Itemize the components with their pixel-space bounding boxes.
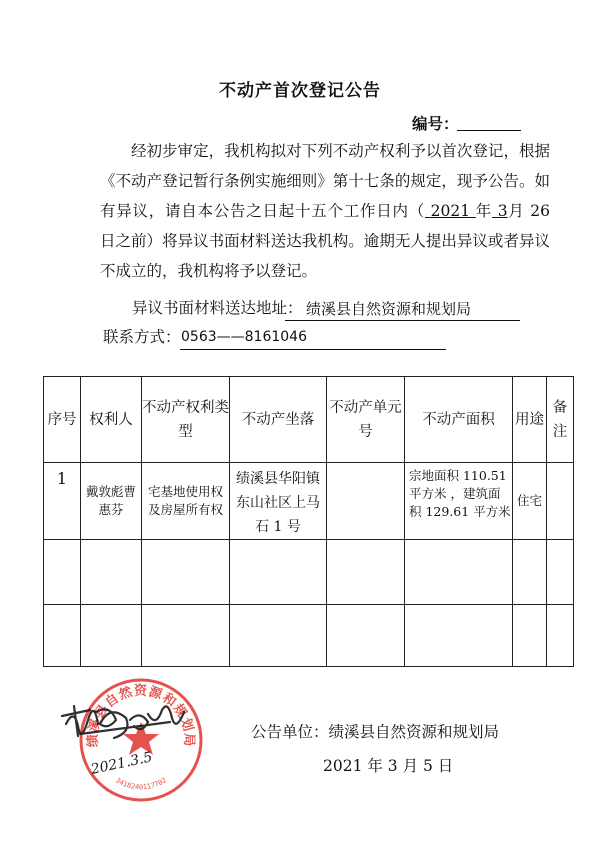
- cell-holders: 戴敦彪曹惠芬: [81, 463, 142, 540]
- header-remark: 备注: [547, 377, 574, 463]
- contact-label: 联系方式：: [103, 328, 181, 346]
- seal-text: 绩溪县自然资源和规划局: [85, 683, 197, 748]
- cell-area: 宗地面积 110.51 平方米 ，建筑面积 129.61 平方米: [405, 463, 513, 540]
- address-label: 异议书面材料送达地址：: [132, 299, 303, 317]
- issue-date: 2021 年 3 月 5 日: [323, 757, 454, 775]
- cell-remark: [547, 463, 574, 540]
- paragraph-text-2: 月 26 日之前）将异议书面材料送达我机构。逾期无人提出异议或者异议不成立的，我机构将予以登记。: [100, 202, 550, 280]
- cell-usage: 住宅: [513, 463, 547, 540]
- header-usage: 用途: [513, 377, 547, 463]
- table-row-empty: [44, 605, 574, 667]
- year-suffix: 年: [475, 202, 493, 220]
- notice-paragraph: [100, 136, 550, 286]
- notice-body: [100, 136, 550, 286]
- registration-table: [43, 376, 574, 667]
- address-underline: [285, 320, 520, 321]
- header-holders: 权利人: [81, 377, 142, 463]
- header-location: 不动产坐落: [230, 377, 327, 463]
- document-number-label: 编号：: [412, 115, 459, 133]
- table-row-empty: [44, 540, 574, 605]
- header-area: 不动产面积: [405, 377, 513, 463]
- address-value: 绩溪县自然资源和规划局: [306, 300, 472, 318]
- signature-date: 2021.3.5: [89, 749, 154, 778]
- header-right-type: 不动产权利类型: [142, 377, 230, 463]
- cell-right-type: 宅基地使用权及房屋所有权: [142, 463, 230, 540]
- notice-title: 不动产首次登记公告: [219, 81, 381, 101]
- seal-code: 3418240117702: [114, 776, 168, 792]
- contact-value: 0563——8161046: [181, 329, 307, 345]
- table-row: [44, 463, 574, 540]
- document-number-blank: [457, 130, 521, 131]
- contact-underline: [180, 349, 446, 350]
- handwritten-signature: [52, 676, 232, 796]
- cell-location: 绩溪县华阳镇东山社区上马石 1 号: [230, 463, 327, 540]
- cell-unit-no: [327, 463, 405, 540]
- paragraph-text-1: 经初步审定，我机构拟对下列不动产权利予以首次登记，根据《不动产登记暂行条例实施细则》第十七条的规定，现予公告。如有异议，请自本公告之日起十五个工作日内（: [100, 142, 550, 220]
- table-header-row: [44, 377, 574, 463]
- deadline-month: 3: [497, 202, 508, 220]
- header-index: 序号: [44, 377, 81, 463]
- cell-index: 1: [44, 463, 81, 540]
- issuer-line: 公告单位：绩溪县自然资源和规划局: [251, 723, 500, 741]
- header-unit-no: 不动产单元号: [327, 377, 405, 463]
- deadline-year: 2021: [430, 202, 471, 220]
